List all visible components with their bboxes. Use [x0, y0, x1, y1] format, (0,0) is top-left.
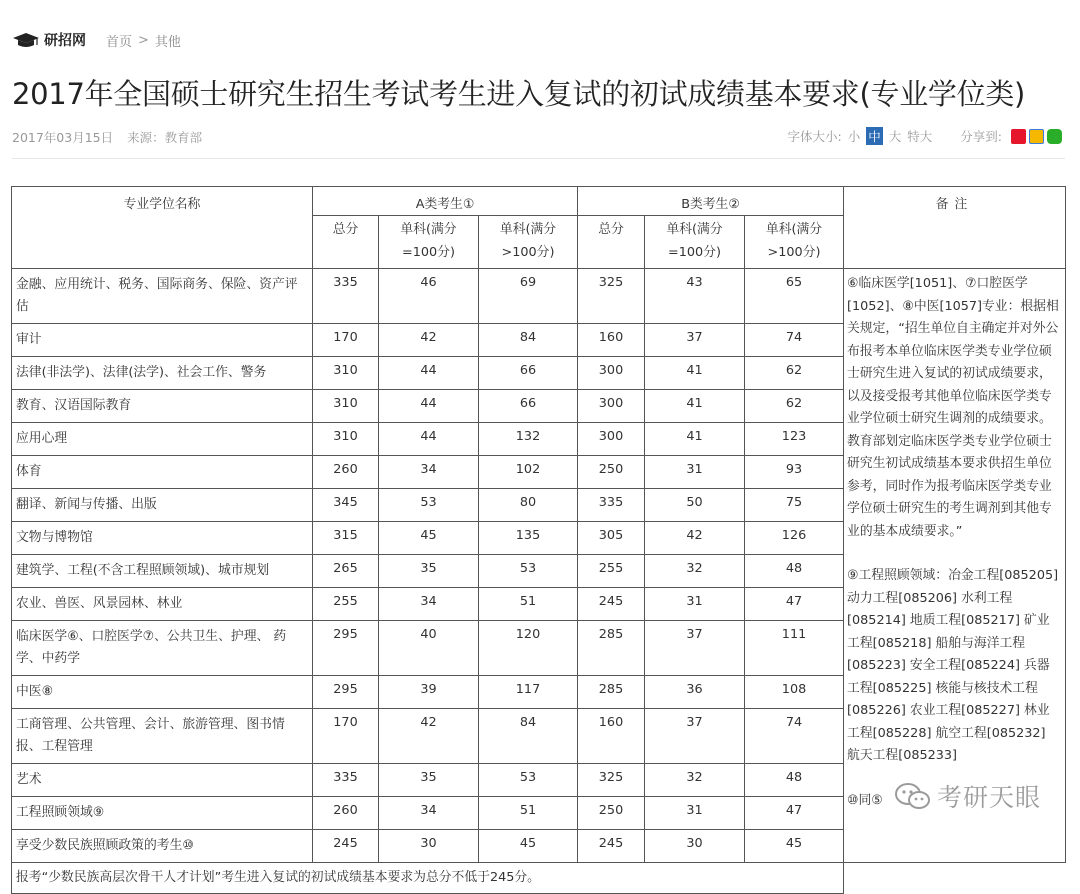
header-divider: [12, 158, 1065, 159]
publish-date: 2017年03月15日: [12, 130, 114, 145]
share-label: 分享到:: [960, 129, 1002, 144]
cell-a-total: 295: [313, 621, 379, 676]
cell-b-single-gt100: 48: [745, 555, 844, 588]
font-size-small[interactable]: 小: [847, 129, 861, 144]
font-size-large[interactable]: 大: [888, 129, 902, 144]
cell-a-single-100: 30: [379, 830, 479, 863]
header-b-single-gt100: 单科(满分 >100分): [745, 216, 844, 269]
row-name: 工程照顾领域⑨: [12, 797, 313, 830]
cell-b-total: 325: [578, 764, 645, 797]
cell-a-single-gt100: 135: [479, 522, 578, 555]
cell-a-single-gt100: 117: [479, 676, 578, 709]
cell-b-single-100: 41: [645, 390, 745, 423]
cell-b-single-gt100: 74: [745, 709, 844, 764]
row-name: 体育: [12, 456, 313, 489]
cell-a-single-gt100: 120: [479, 621, 578, 676]
header-b-single-100: 单科(满分 =100分): [645, 216, 745, 269]
header-row-groups: [12, 187, 1066, 216]
cell-a-single-gt100: 51: [479, 797, 578, 830]
remarks-cell: [844, 269, 1066, 863]
header-name: 专业学位名称: [12, 187, 313, 269]
cell-a-single-100: 42: [379, 709, 479, 764]
cell-b-single-100: 32: [645, 764, 745, 797]
header-b-total: 总分: [578, 216, 645, 269]
footnote: 报考“少数民族高层次骨干人才计划”考生进入复试的初试成绩基本要求为总分不低于245分。: [12, 863, 844, 894]
cell-a-total: 335: [313, 269, 379, 324]
cell-a-single-100: 44: [379, 357, 479, 390]
header-a-single-gt100: 单科(满分 >100分): [479, 216, 578, 269]
watermark-text: 考研天眼: [937, 783, 1042, 812]
cell-a-single-100: 46: [379, 269, 479, 324]
cell-b-total: 305: [578, 522, 645, 555]
table-row: [12, 269, 1066, 324]
page-title: 2017年全国硕士研究生招生考试考生进入复试的初试成绩基本要求(专业学位类): [12, 77, 1026, 111]
cell-a-total: 245: [313, 830, 379, 863]
mortarboard-icon: [12, 32, 40, 48]
cell-b-single-gt100: 65: [745, 269, 844, 324]
row-name: 金融、应用统计、税务、国际商务、保险、资产评估: [12, 269, 313, 324]
cell-a-single-100: 44: [379, 390, 479, 423]
cell-b-single-gt100: 123: [745, 423, 844, 456]
cell-a-single-gt100: 66: [479, 357, 578, 390]
cell-a-single-gt100: 45: [479, 830, 578, 863]
cell-b-single-100: 32: [645, 555, 745, 588]
cell-a-single-gt100: 132: [479, 423, 578, 456]
cell-b-total: 335: [578, 489, 645, 522]
weibo-share-icon[interactable]: [1011, 129, 1026, 144]
cell-b-single-gt100: 75: [745, 489, 844, 522]
cell-b-single-gt100: 62: [745, 357, 844, 390]
cell-a-single-100: 35: [379, 555, 479, 588]
header-a-total: 总分: [313, 216, 379, 269]
cell-b-total: 325: [578, 269, 645, 324]
cell-a-single-100: 39: [379, 676, 479, 709]
row-name: 中医⑧: [12, 676, 313, 709]
cell-b-total: 285: [578, 621, 645, 676]
remark-note3: ⑩同⑤: [847, 792, 883, 808]
cell-b-single-100: 43: [645, 269, 745, 324]
wechat-icon: [893, 781, 933, 811]
site-logo[interactable]: [12, 30, 86, 50]
cell-a-single-gt100: 80: [479, 489, 578, 522]
cell-a-total: 170: [313, 324, 379, 357]
row-name: 审计: [12, 324, 313, 357]
cell-a-single-gt100: 53: [479, 555, 578, 588]
cell-b-total: 300: [578, 357, 645, 390]
logo-text: 研招网: [44, 33, 86, 49]
cell-b-total: 160: [578, 324, 645, 357]
footnote-row: [12, 863, 1066, 894]
cell-b-total: 300: [578, 390, 645, 423]
cell-b-single-100: 37: [645, 324, 745, 357]
cell-b-single-gt100: 48: [745, 764, 844, 797]
cell-b-single-gt100: 126: [745, 522, 844, 555]
cell-b-single-100: 41: [645, 357, 745, 390]
row-name: 农业、兽医、风景园林、林业: [12, 588, 313, 621]
cell-b-single-100: 37: [645, 621, 745, 676]
cell-b-total: 160: [578, 709, 645, 764]
top-nav: [12, 30, 181, 50]
article-meta: [12, 128, 212, 146]
article-tools: [788, 127, 1063, 145]
cell-a-total: 255: [313, 588, 379, 621]
cell-b-total: 250: [578, 456, 645, 489]
header-group-a: A类考生①: [313, 187, 578, 216]
remark-note1: ⑥临床医学[1051]、⑦口腔医学[1052]、⑧中医[1057]专业：根据相关规定，“招生单位自主确定并对外公布报考本单位临床医学类专业学位硕士研究生进入复试的初试成绩要求，以及接受报考其他单位临床医学类专业学位硕士研究生调剂的成绩要求。教育部划定临床医学类专业学位硕士研究生初试成绩基本要求供招生单位参考，同时作为报考临床医学类专业学位硕士研究生的考生调剂到其他专业的基本成绩要求。”: [847, 276, 1059, 539]
row-name: 工商管理、公共管理、会计、旅游管理、图书情报、工程管理: [12, 709, 313, 764]
cell-a-single-100: 34: [379, 797, 479, 830]
cell-b-single-100: 50: [645, 489, 745, 522]
row-name: 临床医学⑥、口腔医学⑦、公共卫生、护理、 药学、中药学: [12, 621, 313, 676]
cell-b-single-gt100: 62: [745, 390, 844, 423]
cell-a-total: 295: [313, 676, 379, 709]
cell-a-single-gt100: 84: [479, 324, 578, 357]
cell-a-total: 315: [313, 522, 379, 555]
cell-b-single-gt100: 47: [745, 588, 844, 621]
cell-a-total: 260: [313, 456, 379, 489]
cell-a-single-100: 34: [379, 456, 479, 489]
cell-b-total: 250: [578, 797, 645, 830]
cell-a-total: 310: [313, 390, 379, 423]
breadcrumb-home[interactable]: 首页: [106, 34, 133, 50]
cell-b-total: 245: [578, 830, 645, 863]
cell-a-total: 335: [313, 764, 379, 797]
watermark: [893, 778, 1041, 814]
cell-a-single-gt100: 51: [479, 588, 578, 621]
cell-a-single-100: 42: [379, 324, 479, 357]
cell-b-single-gt100: 93: [745, 456, 844, 489]
row-name: 翻译、新闻与传播、出版: [12, 489, 313, 522]
header-group-b: B类考生②: [578, 187, 844, 216]
cell-b-single-gt100: 45: [745, 830, 844, 863]
row-name: 教育、汉语国际教育: [12, 390, 313, 423]
cell-b-total: 285: [578, 676, 645, 709]
row-name: 法律(非法学)、法律(法学)、社会工作、警务: [12, 357, 313, 390]
cell-b-total: 245: [578, 588, 645, 621]
cell-b-single-100: 36: [645, 676, 745, 709]
article-source: 来源：教育部: [127, 130, 203, 145]
cell-b-single-gt100: 74: [745, 324, 844, 357]
cell-a-single-100: 44: [379, 423, 479, 456]
cell-b-single-gt100: 108: [745, 676, 844, 709]
header-remark: 备注: [844, 187, 1066, 269]
cell-a-total: 265: [313, 555, 379, 588]
cell-a-single-100: 40: [379, 621, 479, 676]
font-size-label: 字体大小:: [787, 129, 842, 144]
cell-b-single-gt100: 47: [745, 797, 844, 830]
cell-a-single-gt100: 84: [479, 709, 578, 764]
cell-a-total: 260: [313, 797, 379, 830]
cell-b-single-100: 31: [645, 797, 745, 830]
cell-b-single-100: 31: [645, 456, 745, 489]
cell-b-single-100: 30: [645, 830, 745, 863]
breadcrumb-current[interactable]: 其他: [154, 34, 181, 50]
qzone-share-icon[interactable]: [1029, 129, 1044, 144]
row-name: 应用心理: [12, 423, 313, 456]
cell-a-single-gt100: 102: [479, 456, 578, 489]
cell-a-total: 345: [313, 489, 379, 522]
row-name: 建筑学、工程(不含工程照顾领域)、城市规划: [12, 555, 313, 588]
cell-a-single-100: 35: [379, 764, 479, 797]
cell-a-total: 170: [313, 709, 379, 764]
cell-b-total: 255: [578, 555, 645, 588]
wechat-share-icon[interactable]: [1047, 129, 1062, 144]
breadcrumb-separator: >: [138, 32, 149, 48]
cell-a-total: 310: [313, 357, 379, 390]
header-a-single-100: 单科(满分 =100分): [379, 216, 479, 269]
remark-note2: ⑨工程照顾领域：冶金工程[085205] 动力工程[085206] 水利工程[085214] 地质工程[085217] 矿业工程[085218] 船舶与海洋工程[085223] 安全工程[085224] 兵器工程[085225] 核能与核技术工程[085226] 农业工程[085227] 林业工程[085228] 航空工程[085232] 航天工程[085233]: [847, 568, 1059, 763]
cell-b-single-100: 31: [645, 588, 745, 621]
cell-a-single-gt100: 66: [479, 390, 578, 423]
cell-b-single-100: 37: [645, 709, 745, 764]
cell-a-single-100: 45: [379, 522, 479, 555]
cell-a-total: 310: [313, 423, 379, 456]
cell-a-single-100: 34: [379, 588, 479, 621]
cell-b-single-100: 42: [645, 522, 745, 555]
cell-b-single-100: 41: [645, 423, 745, 456]
row-name: 文物与博物馆: [12, 522, 313, 555]
row-name: 享受少数民族照顾政策的考生⑩: [12, 830, 313, 863]
row-name: 艺术: [12, 764, 313, 797]
cell-a-single-100: 53: [379, 489, 479, 522]
font-size-medium[interactable]: 中: [868, 129, 881, 144]
font-size-xlarge[interactable]: 特大: [907, 129, 933, 144]
cell-b-single-gt100: 111: [745, 621, 844, 676]
cell-a-single-gt100: 69: [479, 269, 578, 324]
cell-a-single-gt100: 53: [479, 764, 578, 797]
cell-b-total: 300: [578, 423, 645, 456]
